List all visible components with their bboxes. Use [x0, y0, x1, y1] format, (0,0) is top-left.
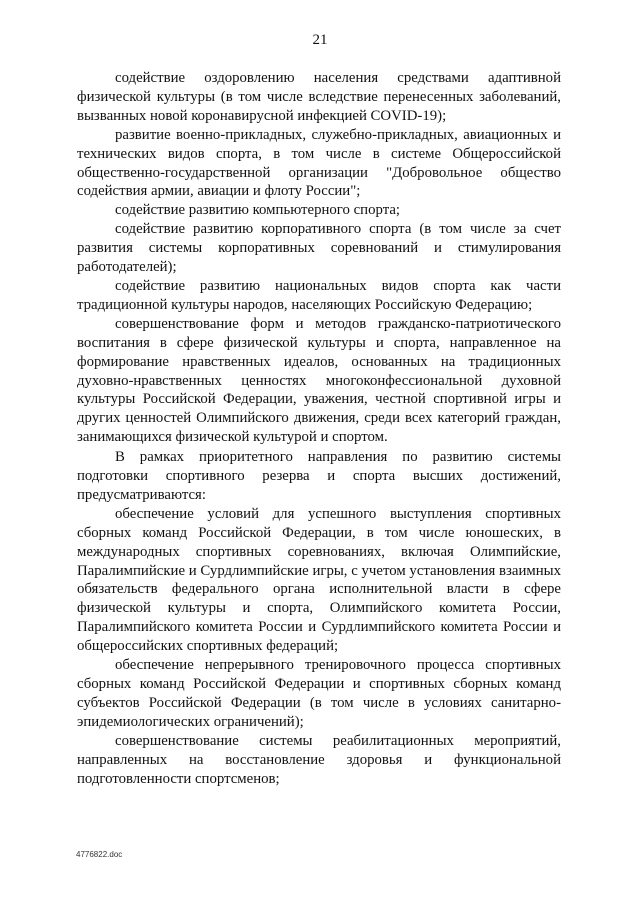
- paragraph-patriotic-education: совершенствование форм и методов гражданско-патриотического воспитания в сфере физической культуры и спорта, направленное на формирование нравственных идеалов, основанных на традиционных духовно-нравственных ценностях многоконфессиональной духовной культуры Российской Федерации, уважения, честной спортивной игры и других ценностей Олимпийского движения, среди всех категорий граждан, занимающихся физической культурой и спортом.: [77, 315, 561, 446]
- paragraph-computer-sport: содействие развитию компьютерного спорта;: [115, 202, 401, 219]
- paragraph-rehabilitation: совершенствование системы реабилитационных мероприятий, направленных на восстановление здоровья и функциональной подготовленности спортсменов;: [77, 732, 561, 787]
- paragraph-adaptive-physical-culture: содействие оздоровлению населения средствами адаптивной физической культуры (в том числе вследствие перенесенных заболеваний, вызванных новой коронавирусной инфекцией COVID-19);: [77, 70, 561, 124]
- paragraph-continuous-training: обеспечение непрерывного тренировочного процесса спортивных сборных команд Российской Федерации и спортивных сборных команд субъектов Российской Федерации (в том числе в условиях санитарно-эпидемиологических ограничений);: [77, 657, 561, 730]
- document-body: [77, 69, 561, 788]
- document-file-code: 4776822.doc: [76, 850, 123, 859]
- paragraph-national-teams-conditions: обеспечение условий для успешного выступления спортивных сборных команд Российской Федерации, в том числе юношеских, в международных спортивных соревнованиях, включая Олимпийские, Паралимпийские и Сурдлимпийские игры, с учетом установления взаимных обязательств федерального органа исполнительной власти в сфере физической культуры и спорта, Олимпийского комитета России, Паралимпийского комитета России и Сурдлимпийского комитета России и общероссийских спортивных федераций;: [77, 505, 561, 655]
- paragraph-reserve-training-intro: В рамках приоритетного направления по развитию системы подготовки спортивного резерва и спорта высших достижений, предусматриваются:: [77, 449, 561, 503]
- paragraph-military-applied-sports: развитие военно-прикладных, служебно-прикладных, авиационных и технических видов спорта, в том числе в системе Общероссийской общественно-государственной организации "Добровольное общество содействия армии, авиации и флоту России";: [77, 126, 561, 200]
- paragraph-national-sports: содействие развитию национальных видов спорта как части традиционной культуры народов, населяющих Российскую Федерацию;: [77, 277, 561, 313]
- paragraph-corporate-sport: содействие развитию корпоративного спорта (в том числе за счет развития системы корпоративных соревнований и стимулирования работодателей);: [77, 221, 561, 276]
- page-number: 21: [312, 32, 328, 48]
